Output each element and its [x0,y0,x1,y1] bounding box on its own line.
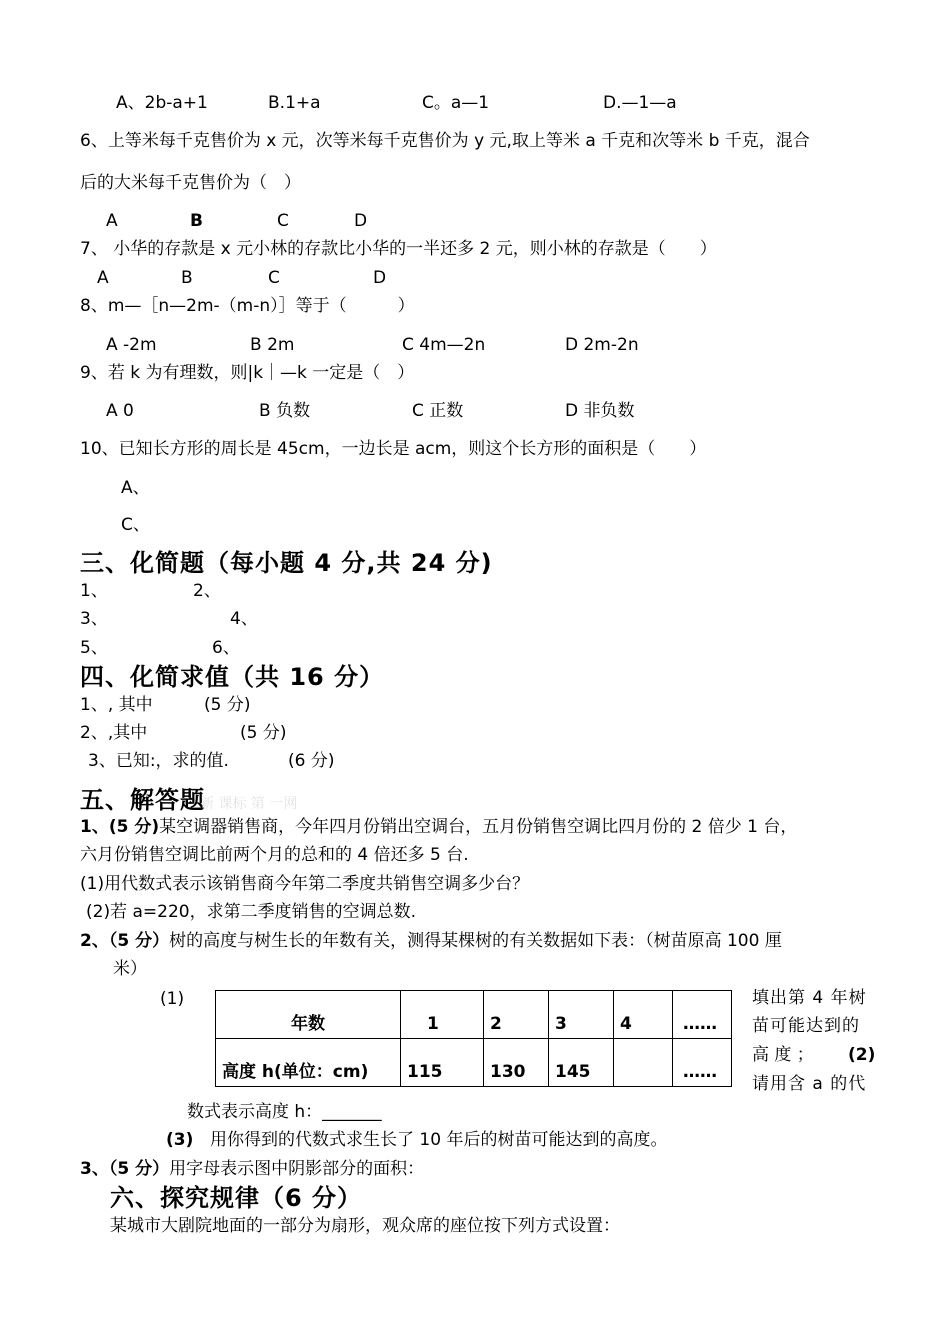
q9-text: 9、若 k 为有理数，则|k｜—k 一定是（ ） [80,363,415,383]
table-cell: 1 [401,991,484,1039]
s4-q3: 3、已知:，求的值. [88,751,229,771]
s5-p2-side3b: (2) [848,1045,876,1065]
s3-item-6: 6、 [212,638,240,658]
s5-p1-label: 1、(5 分) [80,817,160,837]
q10-option-c: C、 [121,515,150,535]
table-cell-ellipsis: …… [673,991,732,1039]
q10-option-a: A、 [121,478,150,498]
q5-option-b: B.1+a [268,93,321,113]
table-cell: 130 [484,1039,549,1087]
s5-p2-sub1-label: (1) [160,989,185,1009]
s5-p1-line1 [80,819,797,836]
q6-line2: 后的大米每千克售价为（ ） [80,173,301,193]
s3-item-3: 3、 [80,609,108,629]
q10-text: 10、已知长方形的周长是 45cm，一边长是 acm，则这个长方形的面积是（ ） [80,439,707,459]
s3-item-2: 2、 [193,581,221,601]
s5-p2-sub3-label: (3) [166,1130,194,1150]
s5-p2-side3: 高 度 ； [752,1045,814,1065]
s5-p2-side4: 请用含 a 的代 [752,1074,867,1094]
s4-q2: 2、,其中 [80,723,148,743]
table-cell: 3 [549,991,614,1039]
q7-option-c: C [268,268,280,288]
tree-height-table [215,990,732,1087]
s5-p2-line2: 米） [113,959,147,979]
s5-p2-side1: 填出第 4 年树 [752,988,867,1008]
s3-item-4: 4、 [230,609,258,629]
s6-text: 某城市大剧院地面的一部分为扇形，观众席的座位按下列方式设置： [110,1216,620,1236]
s3-item-1: 1、 [80,581,108,601]
s5-p3-line [80,1161,424,1178]
section3-title: 三、化简题（每小题 4 分,共 24 分) [80,549,493,577]
q7-text: 7、 小华的存款是 x 元小林的存款比小华的一半还多 2 元，则小林的存款是（ ） [80,239,717,259]
q6-option-d: D [354,211,368,231]
q5-option-a: A、2b-a+1 [116,93,208,113]
s3-item-5: 5、 [80,638,108,658]
table-cell: 2 [484,991,549,1039]
q9-option-d: D 非负数 [565,401,635,421]
table-cell: 4 [614,991,673,1039]
q8-option-b: B 2m [250,335,295,355]
s4-q1-score: (5 分) [204,695,251,715]
s5-p2-formula: 数式表示高度 h：_______ [187,1102,382,1122]
s4-q1: 1、, 其中 [80,695,153,715]
q6-option-a: A [106,211,118,231]
q7-option-d: D [373,268,387,288]
s5-p2-sub3: 用你得到的代数式求生长了 10 年后的树苗可能达到的高度。 [210,1130,668,1150]
table-header-years: 年数 [216,991,401,1039]
watermark: 新 课标 第 一网 [200,796,298,812]
s5-p1-sub2: (2)若 a=220，求第二季度销售的空调总数. [86,902,416,922]
table-cell-empty [614,1039,673,1087]
q6-line1: 6、上等米每千克售价为 x 元，次等米每千克售价为 y 元,取上等米 a 千克和次等米 b 千克，混合 [80,131,810,151]
q5-option-c: C。a—1 [422,93,490,113]
s5-p3-label: 3、（5 分） [80,1159,170,1179]
q8-option-d: D 2m-2n [565,335,639,355]
table-cell: 145 [549,1039,614,1087]
table-row-years [216,991,732,1039]
q9-option-c: C 正数 [412,401,464,421]
table-cell-ellipsis: …… [673,1039,732,1087]
q5-option-d: D.—1—a [603,93,677,113]
q6-option-b: B [190,211,203,231]
s5-p1-line2: 六月份销售空调比前两个月的总和的 4 倍还多 5 台. [80,845,469,865]
s5-p2-line1 [80,933,782,950]
q8-option-c: C 4m—2n [402,335,486,355]
s4-q2-score: (5 分) [240,723,287,743]
table-row-height [216,1039,732,1087]
q6-option-c: C [277,211,289,231]
q9-option-a: A 0 [106,401,134,421]
s4-q3-score: (6 分) [288,751,335,771]
s5-p2-label: 2、（5 分） [80,931,170,951]
s5-p2-side2: 苗可能达到的 [752,1016,860,1036]
q7-option-a: A [97,268,109,288]
q8-text: 8、m—［n—2m-（m-n）］等于（ ） [80,296,415,316]
section6-title: 六、探究规律（6 分） [110,1184,363,1212]
q7-option-b: B [181,268,193,288]
q9-option-b: B 负数 [259,401,311,421]
section4-title: 四、化简求值（共 16 分） [80,663,385,691]
table-header-height: 高度 h(单位：cm) [216,1039,401,1087]
s5-p1-text: 某空调器销售商，今年四月份销出空调台，五月份销售空调比四月份的 2 倍少 1 台， [159,817,798,837]
s5-p1-sub1: (1)用代数式表示该销售商今年第二季度共销售空调多少台？ [80,874,530,894]
q8-option-a: A -2m [106,335,157,355]
s5-p3-text: 用字母表示图中阴影部分的面积： [169,1159,425,1179]
section5-title: 五、解答题 [80,786,205,814]
s5-p2-text: 树的高度与树生长的年数有关，测得某棵树的有关数据如下表：（树苗原高 100 厘 [169,931,782,951]
table-cell: 115 [401,1039,484,1087]
